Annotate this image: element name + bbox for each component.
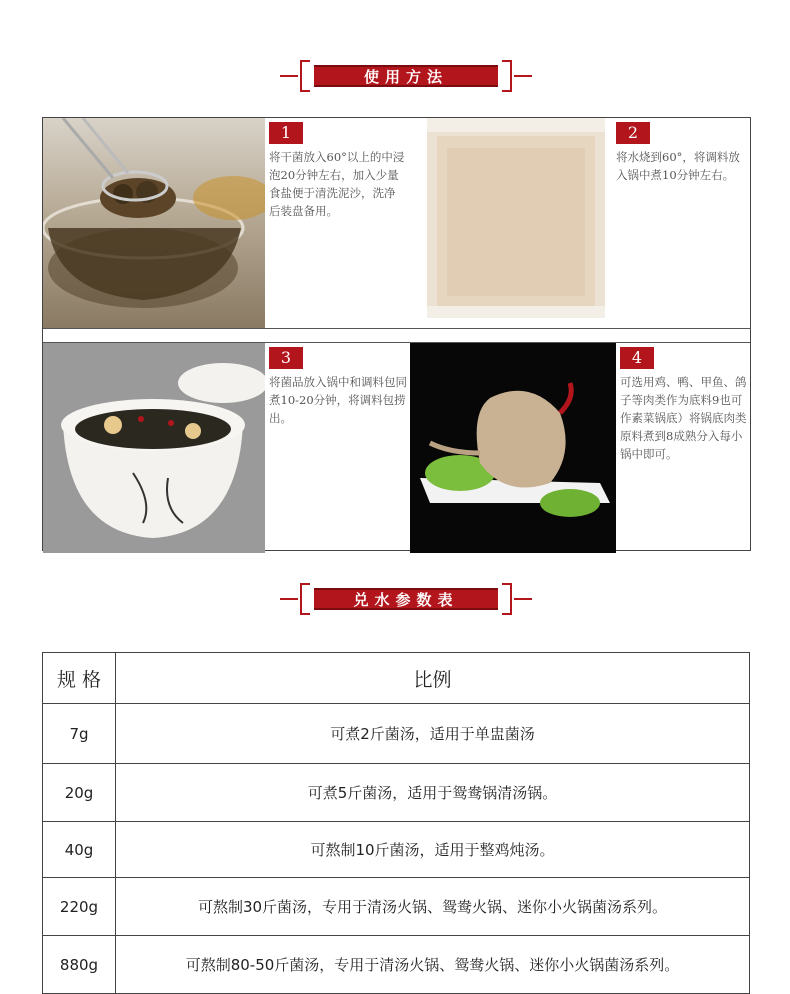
spec-header: 规 格 <box>43 653 116 704</box>
chicken-image <box>410 343 616 553</box>
seasoning-bag-image <box>419 118 615 328</box>
spec-cell: 20g <box>43 764 116 822</box>
step-4 <box>620 347 750 463</box>
soup-pot-image <box>43 343 265 553</box>
table-row <box>43 704 750 764</box>
table-row <box>43 878 750 936</box>
water-ratio-table <box>42 652 750 994</box>
banner-cap-right <box>502 60 512 92</box>
ratio-cell: 可煮5斤菌汤，适用于鸳鸯锅清汤锅。 <box>116 764 750 822</box>
step-2 <box>616 122 746 184</box>
ratio-header: 比例 <box>116 653 750 704</box>
table-row <box>43 822 750 878</box>
spec-cell: 40g <box>43 822 116 878</box>
spec-cell: 7g <box>43 704 116 764</box>
steps-row <box>43 342 750 553</box>
banner-cap-left <box>300 583 310 615</box>
spec-cell: 220g <box>43 878 116 936</box>
ratio-cell: 可熬制30斤菌汤，专用于清汤火锅、鸳鸯火锅、迷你小火锅菌汤系列。 <box>116 878 750 936</box>
table-header-row <box>43 653 750 704</box>
step-number: 3 <box>269 347 303 369</box>
step-text: 将干菌放入60°以上的中浸泡20分钟左右，加入少量食盐便于清洗泥沙，洗净后装盘备用。 <box>269 150 405 218</box>
step-number: 4 <box>620 347 654 369</box>
step-text: 可选用鸡、鸭、甲鱼、鸽子等肉类作为底料9也可作素菜锅底）将锅底肉类原料煮到8成熟分入每小锅中即可。 <box>620 375 747 461</box>
section-title: 兑水参数表 <box>314 588 498 610</box>
ratio-cell: 可煮2斤菌汤，适用于单盅菌汤 <box>116 704 750 764</box>
banner-cap-right <box>502 583 512 615</box>
section-title: 使用方法 <box>314 65 498 87</box>
step-1 <box>269 122 405 220</box>
table-row <box>43 936 750 994</box>
step-text: 将菌品放入锅中和调料包同煮10-20分钟，将调料包捞出。 <box>269 375 407 425</box>
soaking-mushrooms-image <box>43 118 265 328</box>
section-banner-water-ratio <box>300 583 512 615</box>
step-text: 将水烧到60°，将调料放入锅中煮10分钟左右。 <box>616 150 740 182</box>
banner-line-left <box>280 598 298 600</box>
step-number: 2 <box>616 122 650 144</box>
banner-line-right <box>514 598 532 600</box>
steps-row <box>43 118 750 329</box>
banner-line-right <box>514 75 532 77</box>
banner-line-left <box>280 75 298 77</box>
ratio-cell: 可熬制80-50斤菌汤，专用于清汤火锅、鸳鸯火锅、迷你小火锅菌汤系列。 <box>116 936 750 994</box>
step-number: 1 <box>269 122 303 144</box>
steps-grid <box>42 117 751 551</box>
section-banner-usage <box>300 60 512 92</box>
step-3 <box>269 347 409 427</box>
spec-cell: 880g <box>43 936 116 994</box>
ratio-cell: 可熬制10斤菌汤，适用于整鸡炖汤。 <box>116 822 750 878</box>
banner-cap-left <box>300 60 310 92</box>
table-row <box>43 764 750 822</box>
